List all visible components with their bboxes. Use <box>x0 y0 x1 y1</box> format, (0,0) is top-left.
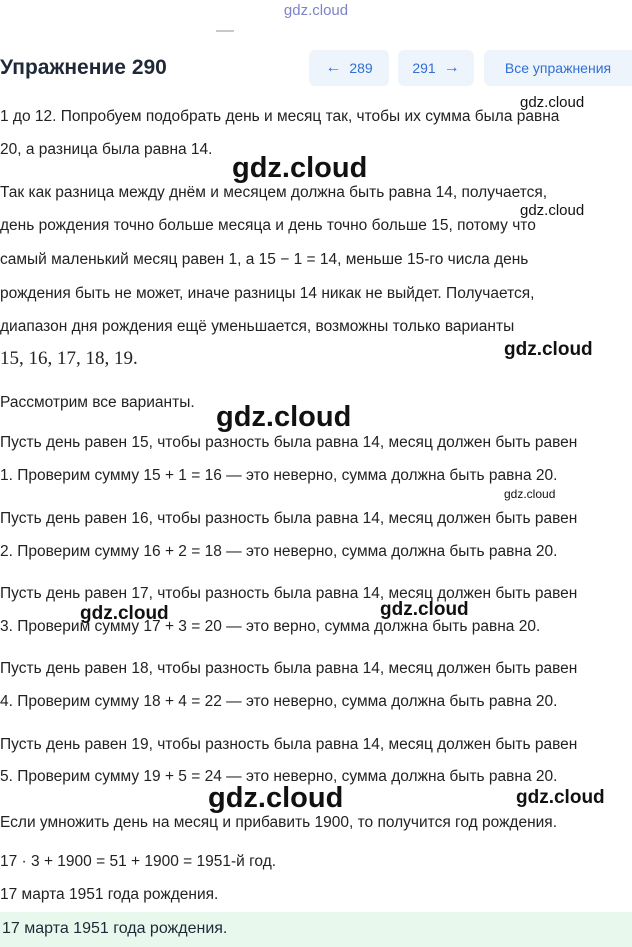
solution-line: Пусть день равен 16, чтобы разность была равна 14, месяц должен быть равен <box>0 510 578 527</box>
solution-line: Пусть день равен 18, чтобы разность была равна 14, месяц должен быть равен <box>0 660 578 677</box>
solution-line: 5. Проверим сумму 19 + 5 = 24 — это неверно, сумма должна быть равна 20. <box>0 768 558 785</box>
solution-line: 17 марта 1951 года рождения. <box>0 886 219 903</box>
solution-line: Пусть день равен 19, чтобы разность была равна 14, месяц должен быть равен <box>0 736 578 753</box>
solution-line: Рассмотрим все варианты. <box>0 394 195 411</box>
watermark: gdz.cloud <box>380 599 469 620</box>
page-title: Упражнение 290 <box>0 56 167 79</box>
solution-line: день рождения точно больше месяца и день точно больше 15, потому что <box>0 217 536 234</box>
watermark: gdz.cloud <box>216 401 352 433</box>
all-exercises-label: Все упражнения <box>504 60 612 76</box>
solution-line: 17 · 3 + 1900 = 51 + 1900 = 1951-й год. <box>0 853 277 870</box>
next-exercise-label: 291 <box>412 60 436 76</box>
solution-line: 20, а разница была равна 14. <box>0 141 213 158</box>
solution-line: 1 до 12. Попробуем подобрать день и месяц так, чтобы их сумма была равна <box>0 108 560 125</box>
watermark: gdz.cloud <box>504 487 556 501</box>
solution-line: диапазон дня рождения ещё уменьшается, возможны только варианты <box>0 318 515 335</box>
site-logo[interactable]: gdz.cloud <box>283 2 349 19</box>
solution-line: Если умножить день на месяц и прибавить 1900, то получится год рождения. <box>0 814 558 831</box>
solution-line: 2. Проверим сумму 16 + 2 = 18 — это неверно, сумма должна быть равна 20. <box>0 543 558 560</box>
watermark: gdz.cloud <box>208 782 344 814</box>
watermark: gdz.cloud <box>520 94 585 111</box>
solution-line: самый маленький месяц равен 1, а 15 − 1 = 14, меньше 15-го числа день <box>0 251 529 268</box>
solution-line: Пусть день равен 15, чтобы разность была равна 14, месяц должен быть равен <box>0 434 578 451</box>
arrow-left-icon: ← <box>325 59 342 76</box>
prev-exercise-label: 289 <box>349 60 373 76</box>
solution-line: 4. Проверим сумму 18 + 4 = 22 — это неверно, сумма должна быть равна 20. <box>0 693 558 710</box>
watermark: gdz.cloud <box>504 339 593 360</box>
solution-line: Пусть день равен 17, чтобы разность была равна 14, месяц должен быть равен <box>0 585 578 602</box>
arrow-right-icon: → <box>443 59 460 76</box>
solution-line: 3. Проверим сумму 17 + 3 = 20 — это верно, сумма должна быть равна 20. <box>0 618 541 635</box>
watermark: gdz.cloud <box>232 152 368 184</box>
watermark: gdz.cloud <box>80 603 169 624</box>
solution-line: Так как разница между днём и месяцем должна быть равна 14, получается, <box>0 184 548 201</box>
watermark: gdz.cloud <box>516 787 605 808</box>
solution-line: рождения быть не может, иначе разницы 14 никак не выйдет. Получается, <box>0 285 535 302</box>
solution-line: 15, 16, 17, 18, 19. <box>0 348 138 369</box>
solution-line: 1. Проверим сумму 15 + 1 = 16 — это неверно, сумма должна быть равна 20. <box>0 467 558 484</box>
answer-text: 17 марта 1951 года рождения. <box>2 920 228 937</box>
watermark: gdz.cloud <box>520 202 585 219</box>
